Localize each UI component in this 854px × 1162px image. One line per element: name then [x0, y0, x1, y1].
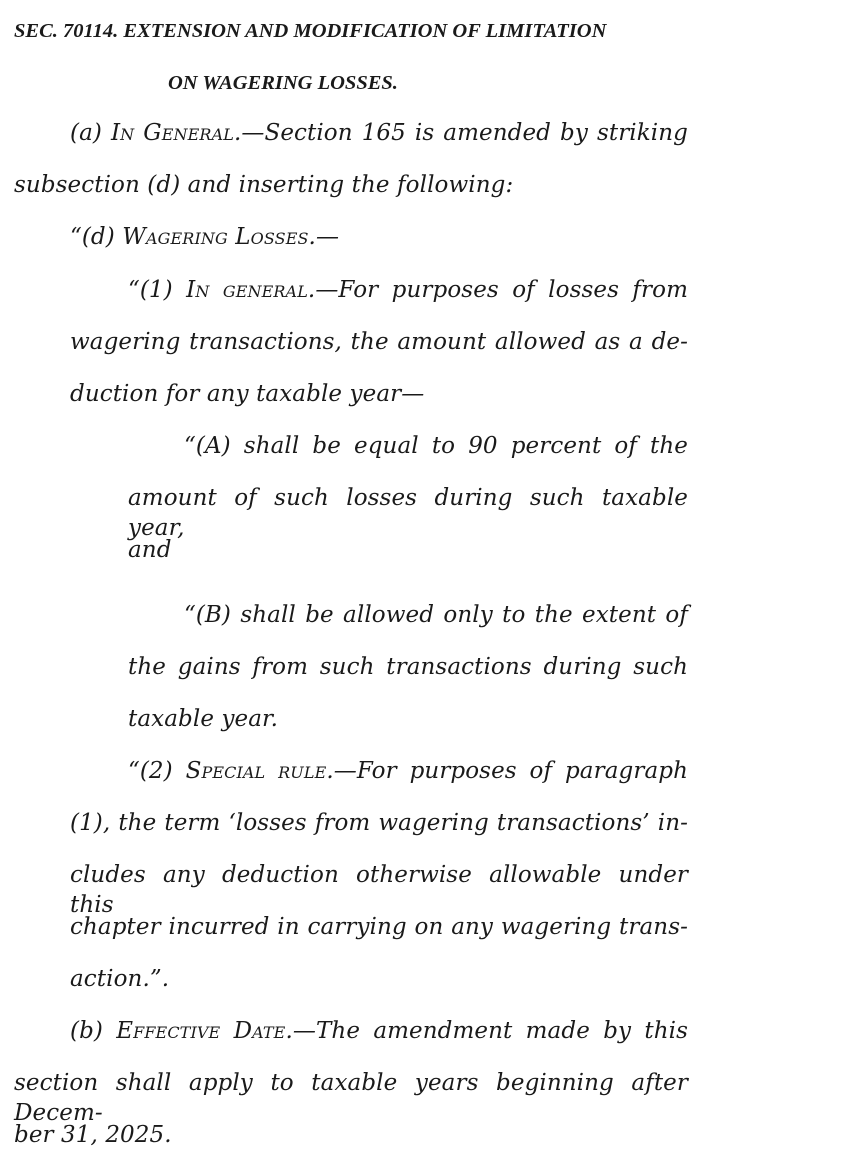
paragraph-1-line-2: wagering transactions, the amount allowed as a de-	[70, 329, 688, 355]
subsection-b-line-2: section shall apply to taxable years beginning after Decem-	[14, 1070, 688, 1126]
subsection-b-line-1	[70, 1016, 688, 1046]
subparagraph-b-line-3: taxable year.	[128, 706, 279, 732]
subsection-b-text: .—The amendment made by this	[285, 1018, 689, 1044]
subparagraph-b-line-2: the gains from such transactions during such	[128, 654, 688, 680]
paragraph-2-line-1	[128, 756, 688, 786]
paragraph-2-line-4: chapter incurred in carrying on any wagering trans-	[70, 914, 688, 940]
paragraph-1-text: .—For purposes of losses from	[307, 277, 688, 303]
subsection-a-line-2: subsection (d) and inserting the following:	[14, 172, 514, 198]
subsection-d-dash: .—	[308, 224, 340, 250]
paragraph-1-caption: In general	[186, 277, 308, 303]
subsection-d-caption: Wagering Losses	[122, 224, 309, 250]
paragraph-2-line-5: action.”.	[70, 966, 170, 992]
paragraph-2-text: .—For purposes of paragraph	[326, 758, 688, 784]
subparagraph-b-line-1: “(B) shall be allowed only to the extent of	[184, 602, 688, 628]
subsection-a-label: (a)	[70, 120, 111, 146]
section-heading-line-1: SEC. 70114. EXTENSION AND MODIFICATION OF LIMITATION	[14, 20, 607, 42]
paragraph-1-label: “(1)	[128, 277, 187, 303]
subsection-b-line-3: ber 31, 2025.	[14, 1122, 172, 1148]
subparagraph-a-line-3: and	[128, 537, 172, 563]
subsection-d-label: “(d)	[70, 224, 123, 250]
paragraph-2-line-3: cludes any deduction otherwise allowable under this	[70, 862, 688, 918]
paragraph-1-line-3: duction for any taxable year—	[70, 381, 425, 407]
paragraph-2-caption: Special rule	[185, 758, 327, 784]
section-heading-line-2: ON WAGERING LOSSES.	[168, 72, 398, 94]
paragraph-2-line-2: (1), the term ‘losses from wagering transactions’ in-	[70, 810, 688, 836]
subsection-b-caption: Effective Date	[116, 1018, 286, 1044]
subsection-a-line-1	[70, 118, 688, 148]
subsection-a-caption: In General	[110, 120, 234, 146]
paragraph-2-label: “(2)	[128, 758, 186, 784]
subsection-b-label: (b)	[70, 1018, 117, 1044]
subparagraph-a-line-1: “(A) shall be equal to 90 percent of the	[184, 433, 688, 459]
subsection-a-text: .—Section 165 is amended by striking	[233, 120, 688, 146]
paragraph-1-line-1	[128, 275, 688, 305]
subparagraph-a-line-2: amount of such losses during such taxable year,	[128, 485, 688, 541]
subsection-d-heading	[70, 222, 339, 252]
